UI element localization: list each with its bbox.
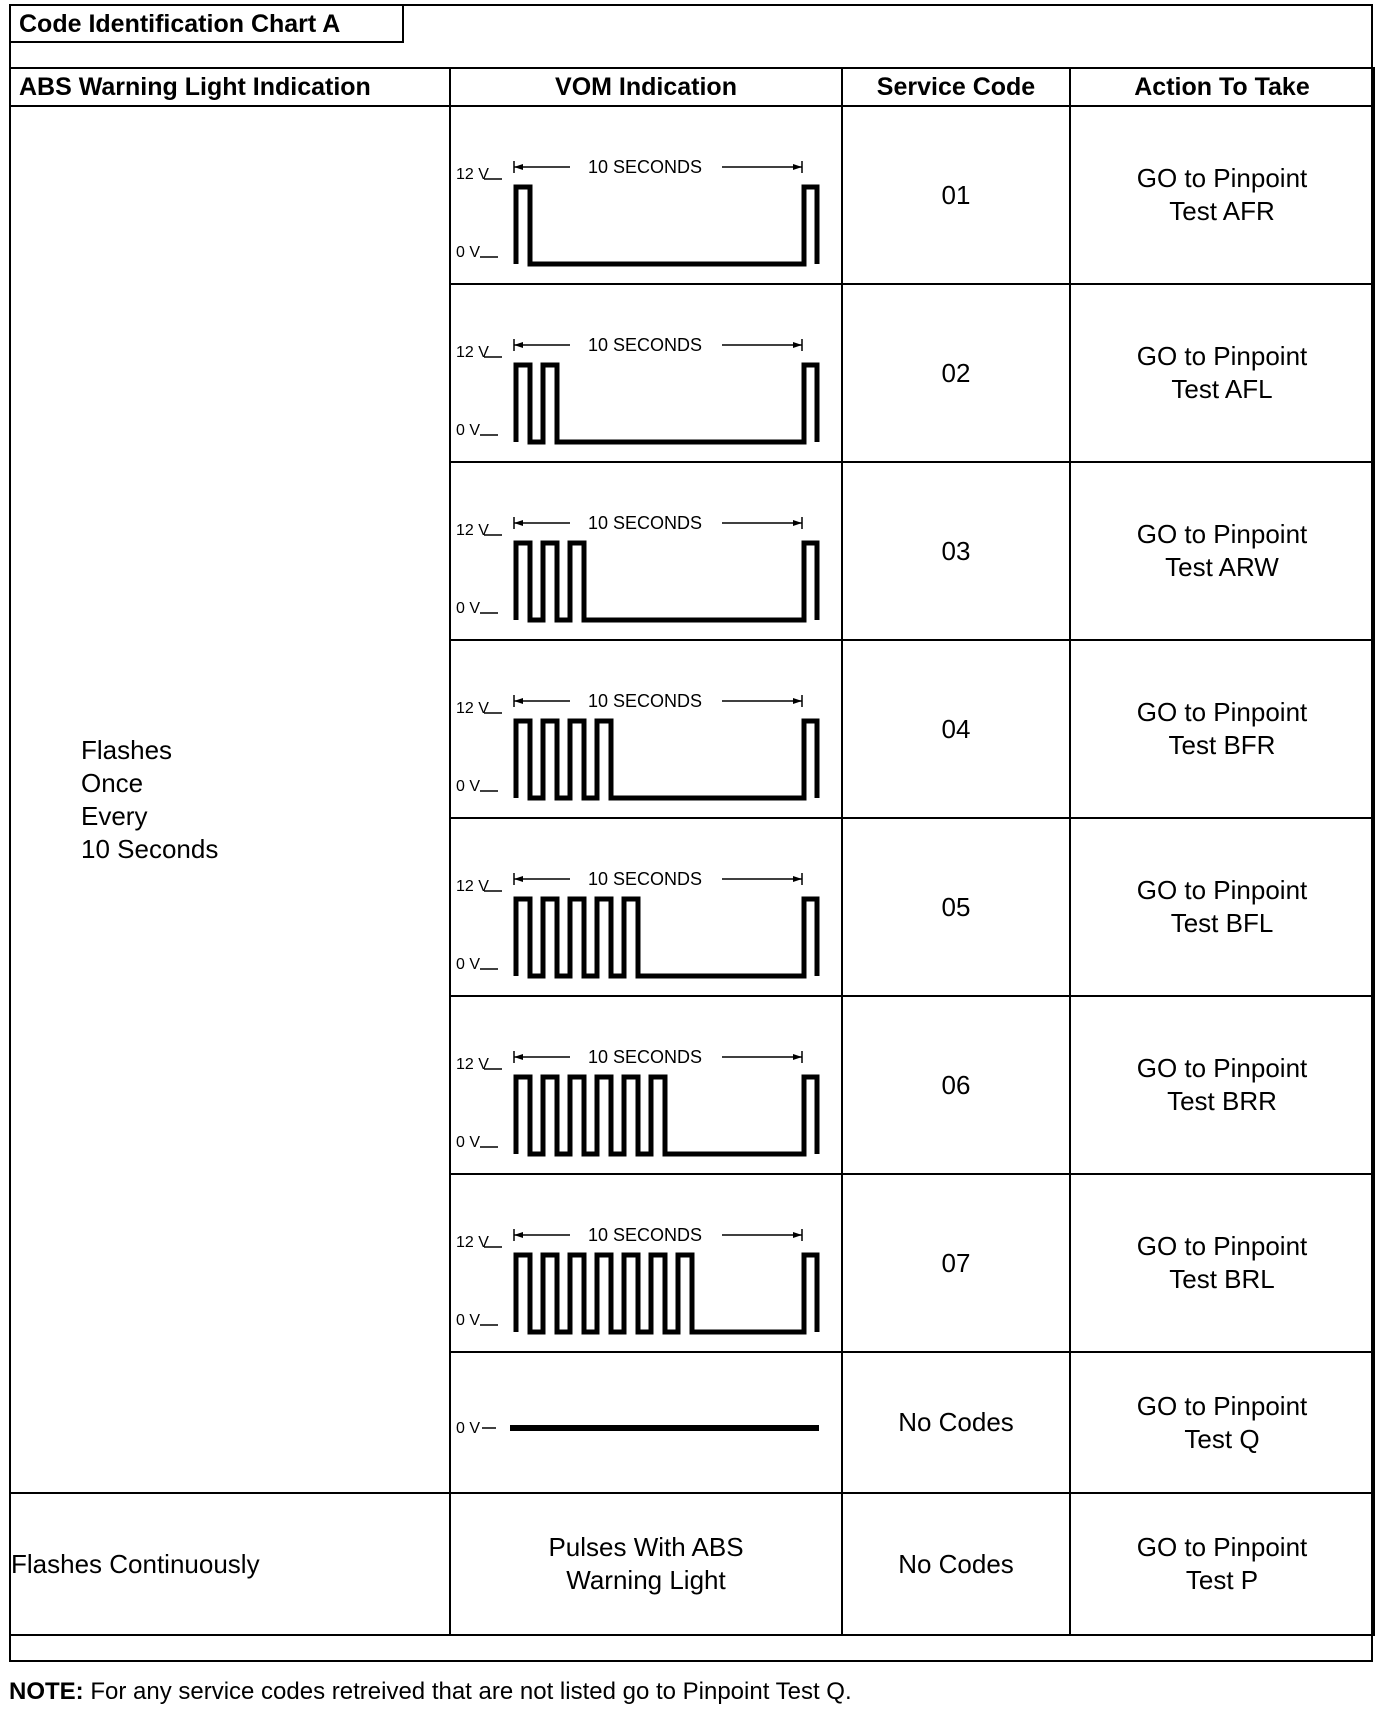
action-line-2: Test P: [1185, 1565, 1259, 1595]
arrow-head-left: [514, 1054, 523, 1060]
pulse-waveform: [452, 641, 840, 817]
action-line-2: Test BFL: [1170, 908, 1274, 938]
action-line-2: Test Q: [1184, 1423, 1260, 1454]
header-code: Service Code: [842, 68, 1070, 106]
voltage-low-label: 0 V: [456, 1134, 481, 1151]
light-flashes-continuously: Flashes Continuously: [10, 1493, 450, 1635]
pulse-train: [516, 1255, 817, 1332]
action-line-2: Test AFR: [1169, 196, 1275, 226]
arrow-head-right: [793, 698, 802, 704]
action-to-take: [1070, 462, 1374, 640]
action-to-take: [1070, 1174, 1374, 1352]
light-flashes-once: [10, 106, 450, 1493]
action-line-2: Test BRL: [1169, 1264, 1275, 1294]
header-action: Action To Take: [1070, 68, 1374, 106]
service-code: 01: [842, 106, 1070, 284]
voltage-low-label: 0 V: [456, 422, 481, 439]
action-line-1: GO to Pinpoint: [1136, 1532, 1308, 1562]
table-row-code-01: [10, 106, 1374, 284]
header-vom: VOM Indication: [450, 68, 842, 106]
chart-title: Code Identification Chart A: [9, 4, 404, 43]
voltage-high-label: 12 V: [456, 1056, 489, 1073]
light-line: Flashes: [81, 734, 173, 765]
service-code-p: No Codes: [842, 1493, 1070, 1635]
period-label: 10 SECONDS: [587, 691, 703, 711]
header-light: ABS Warning Light Indication: [10, 68, 450, 106]
pulse-train: [516, 365, 817, 442]
action-line-1: GO to Pinpoint: [1136, 341, 1308, 371]
light-line: Every: [81, 800, 148, 831]
arrow-head-left: [514, 164, 523, 170]
arrow-head-right: [793, 342, 802, 348]
voltage-high-label: 12 V: [456, 522, 489, 539]
vom-line-2: Warning Light: [566, 1565, 726, 1595]
vom-waveform-02: [450, 284, 842, 462]
arrow-head-right: [793, 876, 802, 882]
action-line-1: GO to Pinpoint: [1136, 163, 1308, 193]
action-line-1: GO to Pinpoint: [1136, 697, 1308, 727]
period-label: 10 SECONDS: [587, 1225, 703, 1245]
voltage-high-label: 12 V: [456, 1234, 489, 1251]
arrow-head-left: [514, 342, 523, 348]
vom-flat-line: [450, 1352, 842, 1493]
pulse-train: [516, 899, 817, 976]
voltage-high-label: 12 V: [456, 878, 489, 895]
arrow-head-left: [514, 1232, 523, 1238]
note-text: For any service codes retreived that are not listed go to Pinpoint Test Q.: [83, 1678, 852, 1705]
footnote: [9, 1678, 852, 1706]
pulse-waveform: [452, 285, 840, 461]
vom-waveform-04: [450, 640, 842, 818]
flat-line-waveform: [452, 1353, 840, 1492]
action-to-take: [1070, 106, 1374, 284]
voltage-low-label: 0 V: [456, 1312, 481, 1329]
action-to-take: [1070, 640, 1374, 818]
period-label: 10 SECONDS: [587, 335, 703, 355]
vom-line-1: Pulses With ABS: [548, 1532, 744, 1562]
vom-waveform-03: [450, 462, 842, 640]
light-line: 10 Seconds: [81, 833, 219, 864]
pulse-train: [516, 543, 817, 620]
pulse-waveform: [452, 463, 840, 639]
action-line-2: Test AFL: [1171, 374, 1273, 404]
voltage-low-label: 0 V: [456, 600, 481, 617]
vom-waveform-07: [450, 1174, 842, 1352]
arrow-head-right: [793, 1232, 802, 1238]
period-label: 10 SECONDS: [587, 513, 703, 533]
table-row-no-codes-p: [10, 1493, 1374, 1635]
action-line-1: GO to Pinpoint: [1136, 519, 1308, 549]
arrow-head-right: [793, 520, 802, 526]
header-row: [10, 68, 1374, 106]
action-to-take: [1070, 818, 1374, 996]
voltage-low-label: 0 V: [456, 244, 481, 261]
note-prefix: NOTE:: [9, 1678, 84, 1705]
arrow-head-left: [514, 698, 523, 704]
action-p: [1070, 1493, 1374, 1635]
service-code: 03: [842, 462, 1070, 640]
vom-pulses-text: [450, 1493, 842, 1635]
vom-waveform-01: [450, 106, 842, 284]
period-label: 10 SECONDS: [587, 869, 703, 889]
voltage-low-label: 0 V: [456, 778, 481, 795]
period-label: 10 SECONDS: [587, 1047, 703, 1067]
action-line-1: GO to Pinpoint: [1136, 1053, 1308, 1083]
pulse-train: [516, 1077, 817, 1154]
vom-waveform-06: [450, 996, 842, 1174]
service-code-q: No Codes: [842, 1352, 1070, 1493]
action-to-take: [1070, 284, 1374, 462]
service-code: 06: [842, 996, 1070, 1174]
code-identification-table: [9, 67, 1375, 1636]
service-code: 05: [842, 818, 1070, 996]
period-label: 10 SECONDS: [587, 157, 703, 177]
voltage-high-label: 12 V: [456, 700, 489, 717]
voltage-low-label: 0 V: [456, 956, 481, 973]
service-code: 07: [842, 1174, 1070, 1352]
voltage-high-label: 12 V: [456, 344, 489, 361]
arrow-head-right: [793, 164, 802, 170]
light-line: Once: [81, 767, 144, 798]
voltage-low-label: 0 V: [456, 1420, 481, 1437]
action-line-1: GO to Pinpoint: [1136, 875, 1308, 905]
action-line-2: Test BRR: [1167, 1086, 1277, 1116]
pulse-train: [516, 187, 817, 264]
service-code: 02: [842, 284, 1070, 462]
voltage-high-label: 12 V: [456, 166, 489, 183]
action-line-2: Test ARW: [1165, 552, 1279, 582]
pulse-waveform: [452, 819, 840, 995]
pulse-waveform: [452, 997, 840, 1173]
pulse-train: [516, 721, 817, 798]
pulse-waveform: [452, 107, 840, 283]
pulse-waveform: [452, 1175, 840, 1351]
action-q: [1070, 1352, 1374, 1493]
arrow-head-left: [514, 520, 523, 526]
vom-waveform-05: [450, 818, 842, 996]
action-line-1: GO to Pinpoint: [1136, 1231, 1308, 1261]
arrow-head-left: [514, 876, 523, 882]
action-line-1: GO to Pinpoint: [1136, 1390, 1308, 1421]
arrow-head-right: [793, 1054, 802, 1060]
action-to-take: [1070, 996, 1374, 1174]
service-code: 04: [842, 640, 1070, 818]
action-line-2: Test BFR: [1168, 730, 1276, 760]
